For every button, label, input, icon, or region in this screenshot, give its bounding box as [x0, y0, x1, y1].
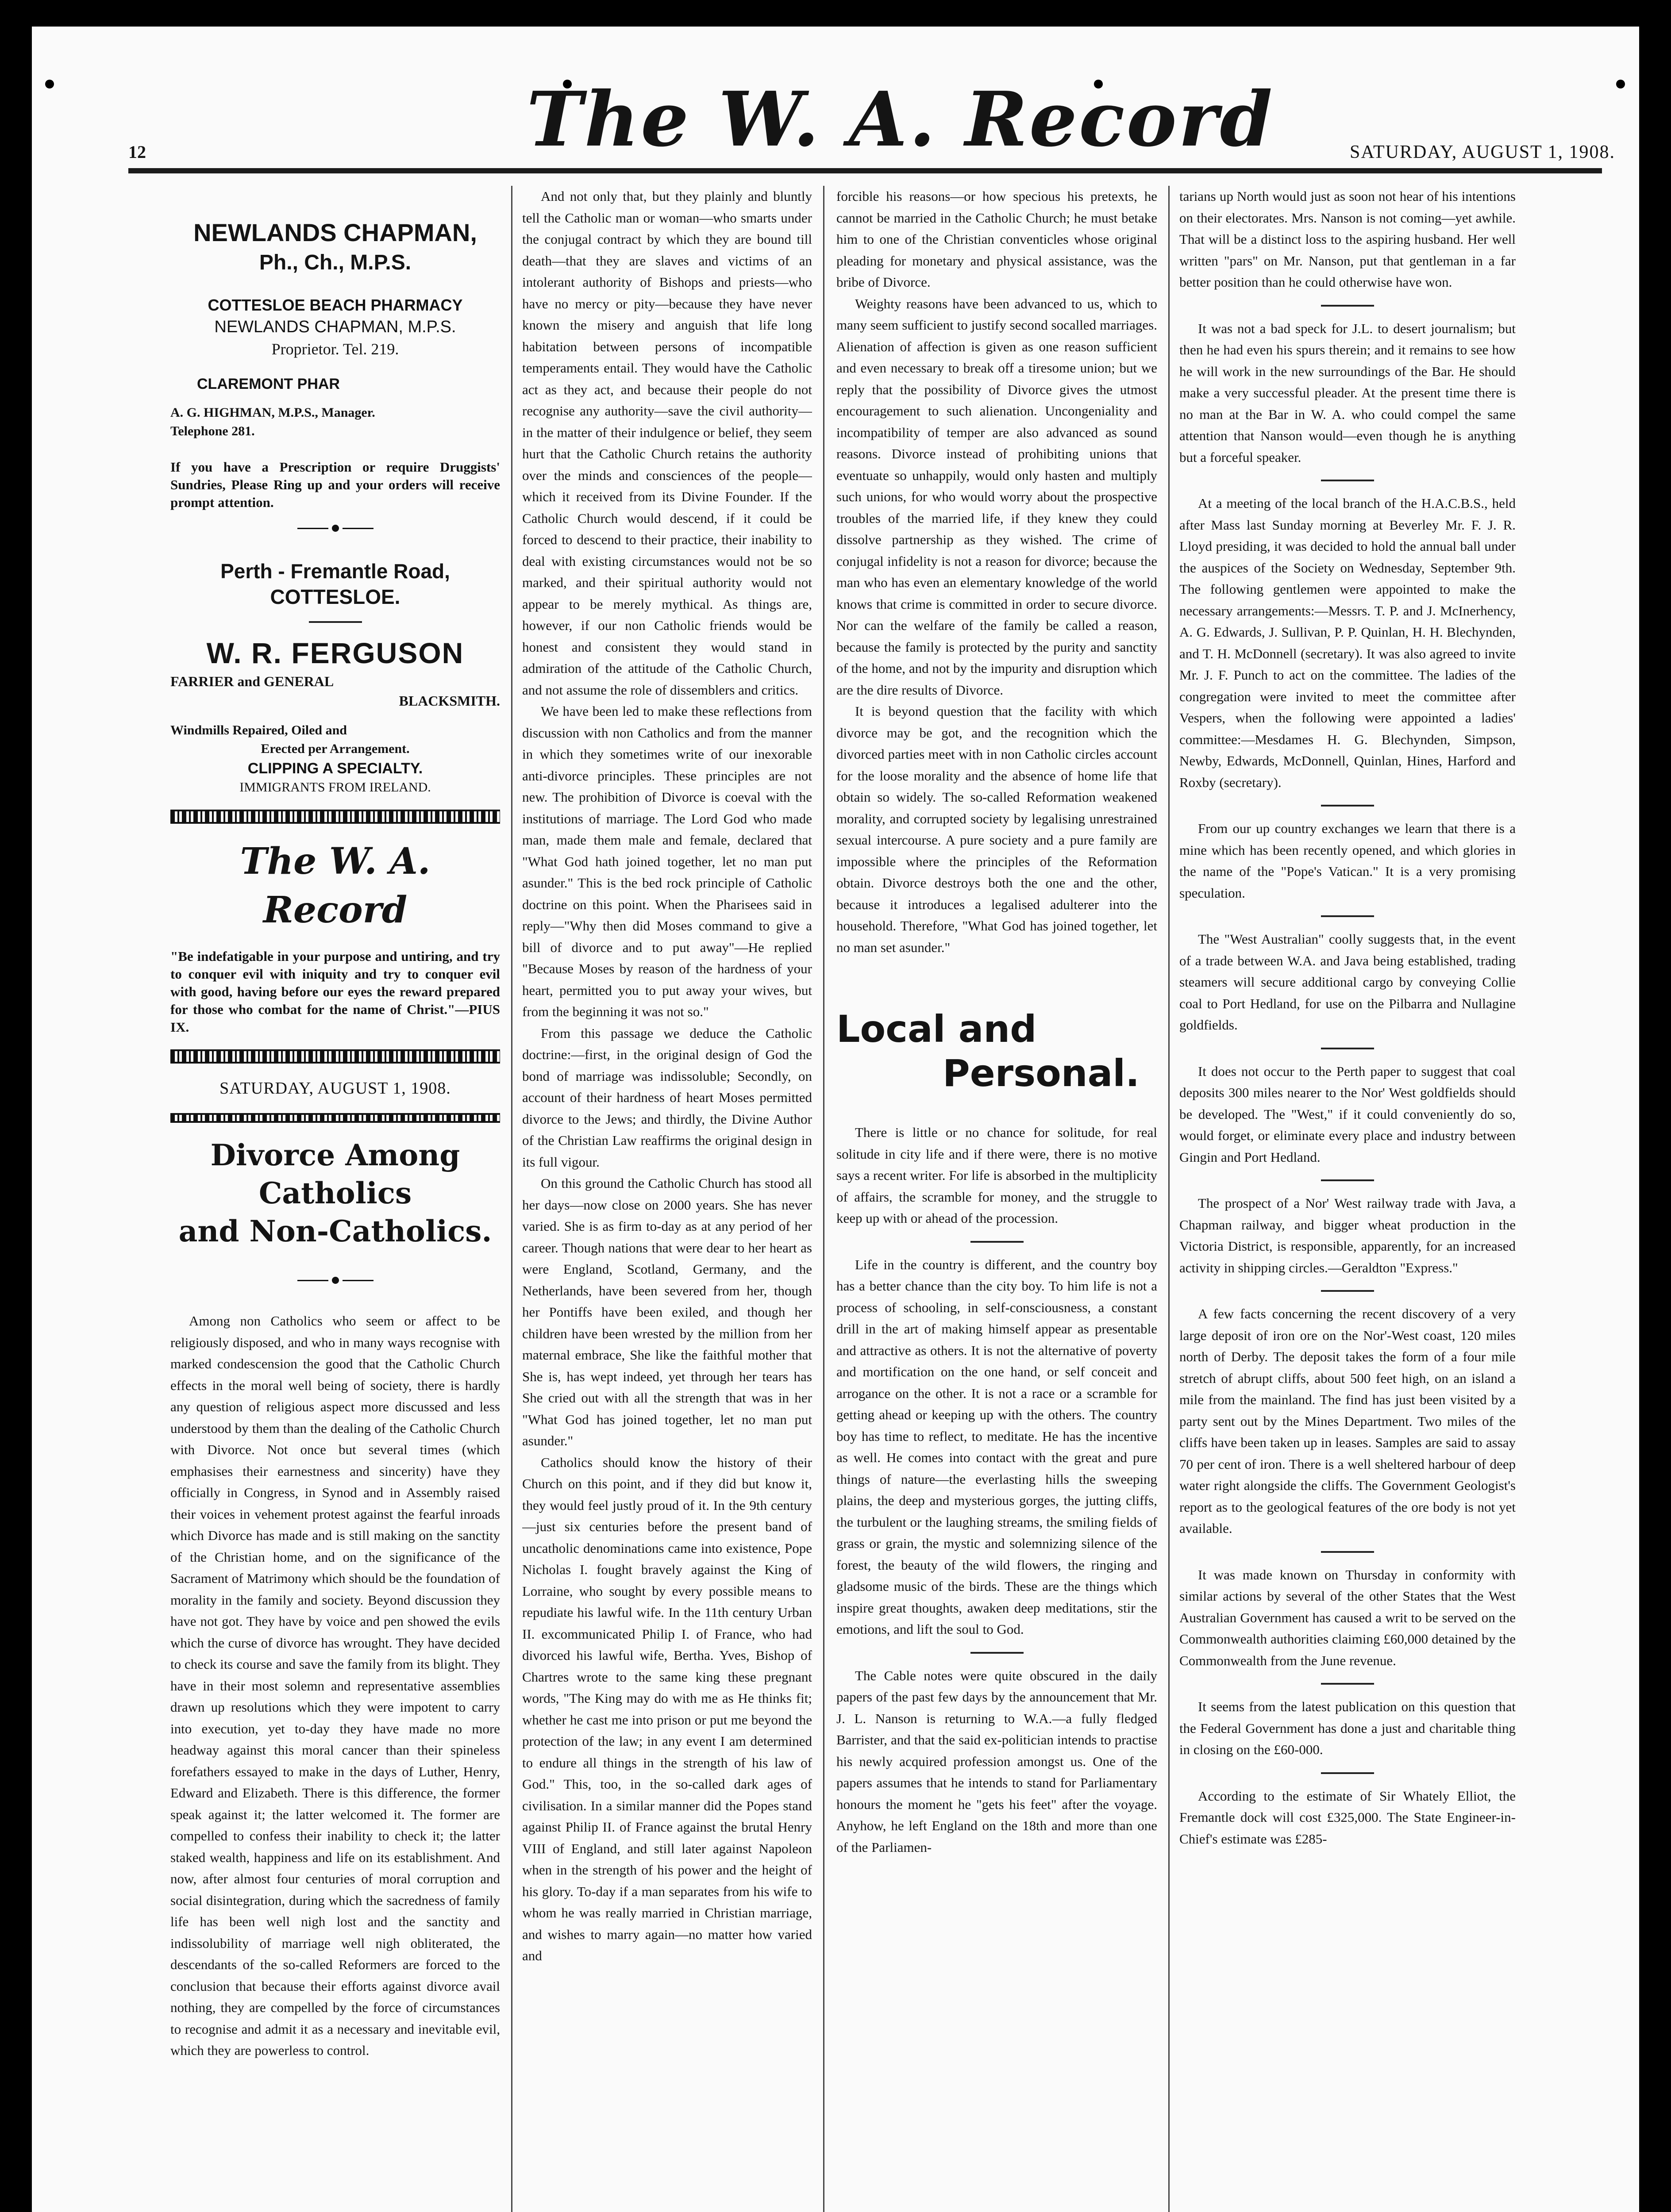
heading-line-1: Local and [836, 1007, 1037, 1051]
ad-trade-line-2: BLACKSMITH. [399, 693, 500, 709]
ad-blacksmith-name: W. R. FERGUSON [206, 637, 464, 669]
local-paragraph: From our up country exchanges we learn that there is a mine which has been recently opened, and which glories in the name of the "Pope's Vatican." It is a very promising speculation. [1179, 821, 1516, 901]
ad-repairs-2: Erected per Arrangement. [261, 741, 410, 756]
ad-town: COTTESLOE. [270, 585, 400, 608]
ad-proprietor-name: NEWLANDS CHAPMAN, M.P.S. [214, 318, 456, 336]
divider [970, 1652, 1024, 1654]
ad-prescription-note: If you have a Prescription or require Druggists' Sundries, Please Ring up and your orders will receive prompt attention. [170, 459, 500, 510]
column-rule [511, 186, 512, 2212]
divider [1321, 305, 1374, 307]
local-paragraph: It does not occur to the Perth paper to suggest that coal deposits 300 miles nearer to the Nor' West goldfields should be developed. The "West," if it could conveniently do so, would forget, or eliminate every place and industry between Gingin and Port Hedland. [1179, 1063, 1516, 1165]
newspaper-title: The W. A. Record [527, 75, 1274, 164]
divider [1321, 1179, 1374, 1181]
article-headline-line-1: Divorce Among Catholics [210, 1138, 460, 1210]
divorce-article-paragraph: Catholics should know the history of their Church on this point, and if they did but know it, they would feel justly proud of it. In the 9th century—just six centuries before the present band of uncatholic denominations came into existence, Pope Nicholas I. fought bravely against the King of Lorraine, who sought by every possible means to repudiate his lawful wife. In the 11th century Urban II. excommunicated Philip I. of France, who had divorced his lawful wife, Bertha. Yves, Bishop of Chartres wrote to the same king these pregnant words, "The King may do with me as He thinks fit; whether he cast me into prison or put me beyond the protection of the law; in any event I am determined to endure all things in the strength of his law of God." This, too, in the so-called dark ages of civilisation. In a similar manner did the Popes stand against Philip II. of France against the brutal Henry VIII of England, and still later against Napoleon when in the strength of his power and the height of his glory. To-day if a man separates from his wife to whom he was really married in Christian marriage, and wishes to marry again—no matter how varied and [522, 1454, 812, 1963]
pharmacy-advertisement [170, 186, 500, 511]
local-paragraph: Life in the country is different, and the country boy has a better chance than the city boy. To him life is not a process of schooling, in self-consciousness, a constant drill in the art of making himself appear as presentable and attractive as others. It is not the alternative of poverty and mortification on the one hand, or self conceit and arrogance on the other. It is not a race or a scramble for getting ahead or keeping up with the others. The country boy has time to reflect, to meditate. He has the incentive as well. He comes into contact with the great and pure things of nature—the everlasting hills the sweeping plains, the deep and mysterious gorges, the jutting cliffs, the turbulent or the laughing streams, the smiling fields of grass or grain, the mystic and solemnizing silence of the forest, the beauty of the wild flowers, the ringing and gladsome music of the birds. These are the things which inspire great thoughts, awaken deep meditations, stir the emotions, and lift the soul to God. [836, 1256, 1157, 1637]
divorce-article-paragraph: On this ground the Catholic Church has stood all her days—now close on 2000 years. She has never varied. She is as firm to-day as at any period of her career. Though nations that were dear to her heart as were England, Scotland, Germany, and the Netherlands, have been severed from her, though her Pontiffs have been exiled, and though her children have been wrested by the million from her maternal embrace, She like the faithful mother that She is, has wept indeed, yet through her tears has She cried out with all the strength that was in her "What God has joined together, let no man put asunder." [522, 1175, 812, 1448]
local-paragraph: At a meeting of the local branch of the H.A.C.B.S., held after Mass last Sunday morning at Beverley Mr. F. J. R. Lloyd presiding, it was decided to hold the annual ball under the auspices of the Society on Wednesday, September 9th. The following gentlemen were appointed to make the necessary arrangements:—Messrs. T. P. and J. McInerhency, A. G. Edwards, J. Sullivan, P. P. Quinlan, H. H. Blechynden, and T. H. McDonnell (secretary). It was also agreed to invite Mr. J. F. Punch to act on the committee. The ladies of the congregation were invited to meet the committee after Vespers, when the following were appointed a ladies' committee:—Mesdames H. G. Blechynden, Simpson, Newby, Edwards, McDonnell, Quinlan, Hines, Harford and Roxby (secretary). [1179, 495, 1516, 790]
article-headline-line-2: and Non-Catholics. [178, 1214, 492, 1248]
divider [1321, 1290, 1374, 1292]
divider [1321, 1683, 1374, 1685]
ad-manager: A. G. HIGHMAN, M.P.S., Manager. [170, 405, 375, 420]
local-paragraph: tarians up North would just as soon not hear of his intentions on their electorates. Mrs. Nanson is not coming—yet awhile. That will be a distinct loss to the aspiring husband. Her well written "pars" on Mr. Nanson, put that gentleman in a far better position than he could otherwise have won. [1179, 188, 1516, 290]
ad-proprietor-line: Proprietor. Tel. 219. [271, 340, 399, 358]
divorce-article-paragraph: And not only that, but they plainly and bluntly tell the Catholic man or woman—who smarts under the conjugal contract by which they are bound till death—that they are slaves and victims of an intolerant authority of Bishops and priests—who have no mercy or pity—because they have never known the misery and anguish that life long habitation between persons of incompatible temperaments entail. They would have the Catholic act as they act, and because their people do not recognise any authority—save the civil authority—in the matter of their indulgence or belief, they seem hurt that the Catholic Church retains the authority over the minds and consciences of the people—which it received from its Divine Founder. If the Catholic Church would descend, if it could be forced to descend to their practice, their inability to deal with existing circumstances would not be so marked, and their spiritual authority would not appear to be merely mythical. As things are, however, if our non Catholic friends would be honest and consistent they would stand in admiration of the attitude of the Catholic Church, and not assume the role of dissemblers and critics. [522, 188, 812, 698]
local-paragraph: According to the estimate of Sir Whately Elliot, the Fremantle dock will cost £325,000. The State Engineer-in-Chief's estimate was £285- [1179, 1788, 1516, 1847]
local-paragraph: The "West Australian" coolly suggests that, in the event of a trade between W.A. and Java being established, trading steamers will secure additional cargo by conveying Collie coal to Port Hedland, for use on the Pilbarra and Nullagine goldfields. [1179, 931, 1516, 1033]
ad-road: Perth - Fremantle Road, [220, 560, 450, 583]
divorce-article-paragraph: It is beyond question that the facility with which divorce may be got, and the recognition which the divorced parties meet with in non Catholic circles account for the loose morality and the absence of home life that obtain so widely. The so-called Reformation weakened morality, and corrupted society by legalising unrestrained sexual intercourse. A pure society and a pure family are impossible where the principles of the Reformation obtain. Divorce destroys both the one and the other, because it introduces a legalised adulterer into the household. Therefore, "What God has joined together, let no man set asunder." [836, 703, 1157, 955]
local-paragraph: It was not a bad speck for J.L. to desert journalism; but then he had even his spurs therein; and it remains to see how he will work in the new surroundings of the Bar. He should make a very successful pleader. At the present time there is no man at the Bar in W. A. who could compel the same attention that Nanson would—even though he is anything but a forceful speaker. [1179, 320, 1516, 465]
local-paragraph: A few facts concerning the recent discovery of a very large deposit of iron ore on the Nor'-West coast, 120 miles north of Derby. The deposit takes the form of a four mile stretch of abrupt cliffs, about 500 feet high, on an island a mile from the mainland. The find has just been visited by a party sent out by the Mines Department. Two miles of the cliffs have been taken up in leases. Samples are said to assay 70 per cent of iron. There is a well sheltered harbour of deep water right alongside the cliffs. The Government Geologist's report as to the geological features of the ore body is not yet available. [1179, 1306, 1516, 1536]
masthead-rule [128, 168, 1602, 173]
issue-date: SATURDAY, AUGUST 1, 1908. [1349, 142, 1615, 162]
local-paragraph: The prospect of a Nor' West railway trade with Java, a Chapman railway, and bigger wheat production in the Victoria District, is responsible, apparently, for an increased activity in shipping circles.—Geraldton "Express." [1179, 1195, 1516, 1275]
local-paragraph: The Cable notes were quite obscured in the daily papers of the past few days by the announcement that Mr. J. L. Nanson is returning to W.A.—a fully fledged Barrister, and that the said ex-politician intends to practise his newly acquired profession amongst us. One of the papers assumes that he intends to stand for Parliamentary honours the moment he "gets his feet" after the voyage. Anyhow, he left England on the 18th and more than one of the Parliamen- [836, 1667, 1157, 1855]
local-paragraph: There is little or no chance for solitude, for real solitude in city life and if there were, there is no motive says a recent writer. For life is absorbed in the multiplicity of affairs, the scramble for money, and the struggle to keep up with or ahead of the procession. [836, 1125, 1157, 1226]
ad-pharmacist-name: NEWLANDS CHAPMAN, [193, 219, 477, 246]
ad-pharmacy-name: COTTESLOE BEACH PHARMACY [208, 296, 463, 314]
local-and-personal-heading [836, 1007, 1157, 1095]
column-rule [1168, 186, 1170, 2212]
column-4 [1179, 186, 1516, 2212]
heading-line-2: Personal. [943, 1052, 1140, 1095]
column-1 [170, 186, 500, 2212]
blacksmith-advertisement [170, 545, 500, 796]
divorce-article-body: Among non Catholics who seem or affect to be religiously disposed, and who in many ways recognise with marked condescension the good that the Catholic Church effects in the moral well being of society, there is hardly any question of religious aspect more discussed and less understood by them than the dealing of the Catholic Church with Divorce. Not once but several times (which emphasises their earnestness and sincerity) have they officially in Congress, in Synod and in Assembly raised their voices in vehement protest against the fearful inroads which Divorce has made and is still making on the sanctity of the Christian home, and on the significance of the Sacrament of Matrimony which should be the foundation of morality in the family and society. Beyond discussion they have not got. They have by voice and pen showed the evils which the curse of divorce has wrought. They have decided to check its course and save the family from its blight. They have in their most solemn and representative assemblies drawn up resolutions which they were impotent to carry into execution, yet to-day they have made no more headway against this moral cancer than their spineless forefathers essayed to make in the days of Luther, Henry, Edward and Elizabeth. There is this difference, the former speak against it; the latter welcomed it. The former are compelled to confess their inability to check it; the latter staked wealth, happiness and life on its establishment. And now, after almost four centuries of moral corruption and social disintegration, during which the sacredness of family life has been well nigh lost and the sanctity and indissolubility of marriage well nigh obliterated, the descendants of the so-called Reformers are forced to the conclusion that because their efforts against divorce avail nothing, they are compelled by the force of circumstances to recognise and admit it as a necessary and inevitable evil, which they are powerless to control. [170, 1313, 500, 2058]
ad-trade-line-1: FARRIER and GENERAL [170, 673, 334, 689]
divider [1321, 805, 1374, 806]
divider [1321, 1048, 1374, 1049]
decorative-border [170, 1049, 500, 1064]
divorce-article-paragraph: From this passage we deduce the Catholic doctrine:—first, in the original design of God the bond of marriage was indissoluble; Secondly, on account of their hardness of heart Moses permitted divorce to the Jews; and thirdly, the Divine Author of the Christian Law reaffirms the original design in its full vigour. [522, 1025, 812, 1170]
divider [970, 1241, 1024, 1243]
record-logo: The W. A. Record [240, 840, 431, 931]
punch-hole [45, 80, 54, 88]
ad-repairs-1: Windmills Repaired, Oiled and [170, 723, 347, 737]
divider [309, 621, 362, 623]
divider [1321, 1772, 1374, 1774]
divider [170, 525, 500, 532]
ad-immigrants: IMMIGRANTS FROM IRELAND. [239, 780, 431, 795]
divorce-article-paragraph: We have been led to make these reflections from discussion with non Catholics and from the manner in which they sometimes write of our inexorable anti-divorce principles. These principles are not new. The prohibition of Divorce is coeval with the institutions of marriage. The Lord God who made man, made them male and female, declared that "What God hath joined together, let no man put asunder." This is the bed rock principle of Catholic doctrine on this point. When the Pharisees said in reply—"Why then did Moses command to give a bill of divorce and to put away"—He replied "Because Moses by reason of the hardness of your heart, permitted you to put away your wives, but from the beginning it was not so." [522, 703, 812, 1019]
decorative-border [170, 1113, 500, 1123]
column-rule [823, 186, 824, 2212]
divider [170, 1277, 500, 1284]
ad-qualifications: Ph., Ch., M.P.S. [259, 251, 412, 274]
divider [1321, 915, 1374, 917]
ad-special: CLIPPING A SPECIALTY. [247, 760, 423, 777]
punch-hole [1616, 80, 1625, 88]
masthead [128, 71, 1615, 168]
divider [1321, 1551, 1374, 1553]
edition-date: SATURDAY, AUGUST 1, 1908. [219, 1079, 451, 1098]
divorce-article-paragraph: Weighty reasons have been advanced to us, which to many seem sufficient to justify second socalled marriages. Alienation of affection is given as one reason sufficient and even necessary to break off a tiresome union; but we reply that the possibility of Divorce gives the utmost encouragement to such alienation. Uncongeniality and incompatibility of temper are also advanced as sound reasons. Divorce instead of prohibiting unions that eventuate so unhappily, would only hasten and multiply such unions, for who would worry about the prospective troubles of the married life, if they knew they could dissolve partnership as they wished. The crime of conjugal infidelity is not a reason for divorce; because the man who has even an elementary knowledge of the world knows that crime is committed in order to secure divorce. Nor can the welfare of the family be called a reason, because the family is protected by the purity and sanctity of the home, and not by the impurity and disruption which are the dire results of Divorce. [836, 296, 1157, 698]
column-3 [836, 186, 1157, 2212]
page-number: 12 [128, 142, 146, 162]
divorce-article-paragraph: forcible his reasons—or how specious his pretexts, he cannot be married in the Catholic Church; he must betake him to one of the Christian conventicles whose original pleading for monetary and physical assistance, was the bribe of Divorce. [836, 188, 1157, 290]
local-paragraph: It was made known on Thursday in conformity with similar actions by several of the other States that the West Australian Government has caused a writ to be served on the Commonwealth authorities claiming £60,000 detained by the Commonwealth from the June revenue. [1179, 1567, 1516, 1668]
ad-telephone: Telephone 281. [170, 424, 255, 438]
local-paragraph: It seems from the latest publication on this question that the Federal Government has done a just and charitable thing in closing on the £60-000. [1179, 1699, 1516, 1757]
column-2 [522, 186, 812, 2212]
divider [1321, 480, 1374, 481]
ad-branch: CLAREMONT PHAR [197, 376, 340, 392]
decorative-border [170, 810, 500, 824]
pius-ix-motto: "Be indefatigable in your purpose and untiring, and try to conquer evil with iniquity and try to conquer evil with good, having before our eyes the reward prepared for those who combat for the name of Christ."—PIUS IX. [170, 949, 500, 1035]
